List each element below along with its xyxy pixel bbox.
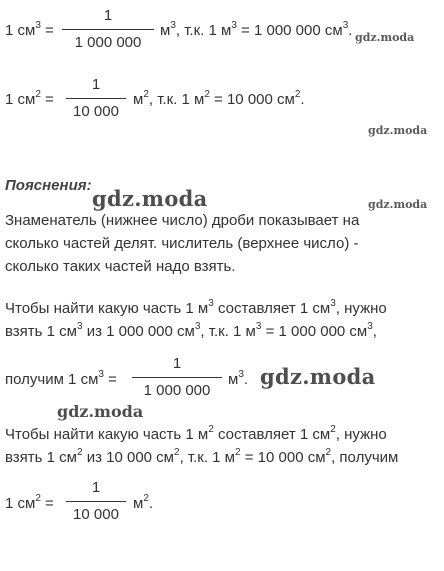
p2-l2-exp4: 3 — [367, 321, 373, 332]
row1-lhs — [5, 21, 54, 41]
row2-tail-b-exp: 2 — [294, 89, 301, 100]
p2-frac-bar — [132, 377, 222, 378]
p2-unit: м — [228, 371, 239, 388]
p2-l2d: = 1 000 000 см — [261, 323, 368, 340]
p3-l2-exp4: 2 — [325, 447, 332, 458]
p2-line-1 — [5, 297, 387, 320]
p3-frac-num: 1 — [91, 479, 101, 496]
p3-l3a: 1 см — [5, 495, 36, 512]
row1-unit: м — [160, 22, 171, 39]
p3-l3-exp: 2 — [35, 493, 41, 504]
row1-lhs-exp: 3 — [35, 20, 41, 31]
p2-end: . — [243, 371, 249, 388]
row2-tail-b: = 10 000 см — [209, 91, 295, 108]
row1-fraction — [62, 6, 154, 53]
p2-l1b: составляет 1 см — [213, 300, 331, 317]
row1-frac-bar — [62, 29, 154, 30]
p2-line-2 — [5, 320, 387, 343]
row2-frac-bar — [66, 98, 126, 99]
p3-frac-den: 10 000 — [73, 506, 119, 523]
row2-eq: = — [40, 91, 54, 108]
row1-tail-a-exp: 3 — [231, 20, 237, 31]
p2-l1-exp2: 3 — [330, 298, 336, 309]
p2-l2e: , — [372, 323, 377, 340]
row2-rhs — [133, 90, 305, 110]
p3-l1-exp2: 2 — [330, 424, 336, 435]
p3-unit-exp: 2 — [143, 493, 149, 504]
p3-l1-exp: 2 — [208, 424, 214, 435]
p3-l2-exp: 2 — [76, 447, 83, 458]
p2-l2c: , т.к. 1 м — [200, 323, 256, 340]
row2-tail-a: , т.к. 1 м — [148, 91, 205, 108]
p2-l2b: из 1 000 000 см — [82, 323, 195, 340]
p2-l3a: получим 1 см — [5, 371, 99, 388]
watermark-1: gdz.moda — [355, 31, 415, 44]
p2-fraction — [132, 354, 222, 401]
row2-unit: м — [133, 91, 144, 108]
p2-l2-exp3: 3 — [255, 321, 262, 332]
watermark-6: gdz.moda — [57, 402, 144, 421]
row2-lhs — [5, 90, 54, 110]
row1-tail-b: = 1 000 000 см — [236, 22, 343, 39]
watermark-2: gdz.moda — [368, 124, 428, 137]
p2-l2a: взять 1 см — [5, 323, 77, 340]
watermark-5: gdz.moda — [260, 364, 376, 389]
p3-l2b: из 10 000 см — [82, 449, 174, 466]
row1-lhs-text: 1 см — [5, 22, 36, 39]
explain-paragraph-2 — [5, 297, 387, 343]
p3-line-1 — [5, 423, 398, 446]
watermark-3: gdz.moda — [92, 186, 208, 211]
p2-unit-exp: 3 — [238, 369, 244, 380]
row2-tail-a-exp: 2 — [204, 89, 210, 100]
p2-l1c: , нужно — [335, 300, 387, 317]
p3-l2c: , т.к. 1 м — [179, 449, 235, 466]
p2-l3-eq: = — [103, 371, 117, 388]
p2-line-3-rhs — [228, 370, 248, 390]
p3-l3-eq: = — [40, 495, 54, 512]
row1-tail-b-exp: 3 — [342, 20, 349, 31]
row2-fraction — [66, 75, 126, 122]
p3-line-3-lhs — [5, 494, 54, 514]
row1-frac-num: 1 — [103, 7, 113, 24]
p3-line-3-rhs — [133, 494, 153, 514]
row1-unit-exp: 3 — [170, 20, 176, 31]
p3-frac-bar — [66, 501, 126, 502]
p3-l2d: = 10 000 см — [240, 449, 326, 466]
p2-l2-exp: 3 — [76, 321, 83, 332]
row2-frac-den: 10 000 — [73, 103, 119, 120]
p2-l2-exp2: 3 — [194, 321, 201, 332]
p1-line-1: Знаменатель (нижнее число) дроби показывает на — [5, 212, 360, 229]
row1-tail-a: , т.к. 1 м — [175, 22, 232, 39]
p3-l2-exp3: 2 — [235, 447, 241, 458]
row1-rhs — [160, 21, 352, 41]
p2-l3-exp: 3 — [98, 369, 104, 380]
row1-eq: = — [40, 22, 54, 39]
p3-l1a: Чтобы найти какую часть 1 м — [5, 426, 209, 443]
p3-fraction — [66, 478, 126, 525]
row2-tail-c: . — [300, 91, 305, 108]
watermark-4: gdz.moda — [368, 198, 428, 211]
p3-unit: м — [133, 495, 144, 512]
p1-line-3: сколько таких частей надо взять. — [5, 258, 236, 275]
explain-paragraph-3 — [5, 423, 398, 469]
p2-l1a: Чтобы найти какую часть 1 м — [5, 300, 209, 317]
p2-frac-den: 1 000 000 — [143, 382, 211, 399]
row2-lhs-exp: 2 — [35, 89, 41, 100]
p3-l2e: , получим — [331, 449, 399, 466]
p1-line-2: сколько частей делят. числитель (верхнее число) - — [5, 235, 359, 252]
row2-lhs-text: 1 см — [5, 91, 36, 108]
p3-l1c: , нужно — [335, 426, 387, 443]
p3-line-2 — [5, 446, 398, 469]
row2-unit-exp: 2 — [143, 89, 149, 100]
p3-l2a: взять 1 см — [5, 449, 77, 466]
p3-l1b: составляет 1 см — [213, 426, 331, 443]
row1-tail-c: . — [348, 22, 353, 39]
row1-frac-den: 1 000 000 — [74, 34, 142, 51]
p3-l2-exp2: 2 — [174, 447, 180, 458]
p3-end: . — [148, 495, 154, 512]
explain-paragraph-1 — [5, 209, 359, 278]
row2-frac-num: 1 — [91, 76, 101, 93]
p2-frac-num: 1 — [172, 355, 182, 372]
p2-line-3-lhs — [5, 370, 117, 390]
p2-l1-exp: 3 — [208, 298, 214, 309]
explanation-heading: Пояснения: — [5, 177, 92, 194]
